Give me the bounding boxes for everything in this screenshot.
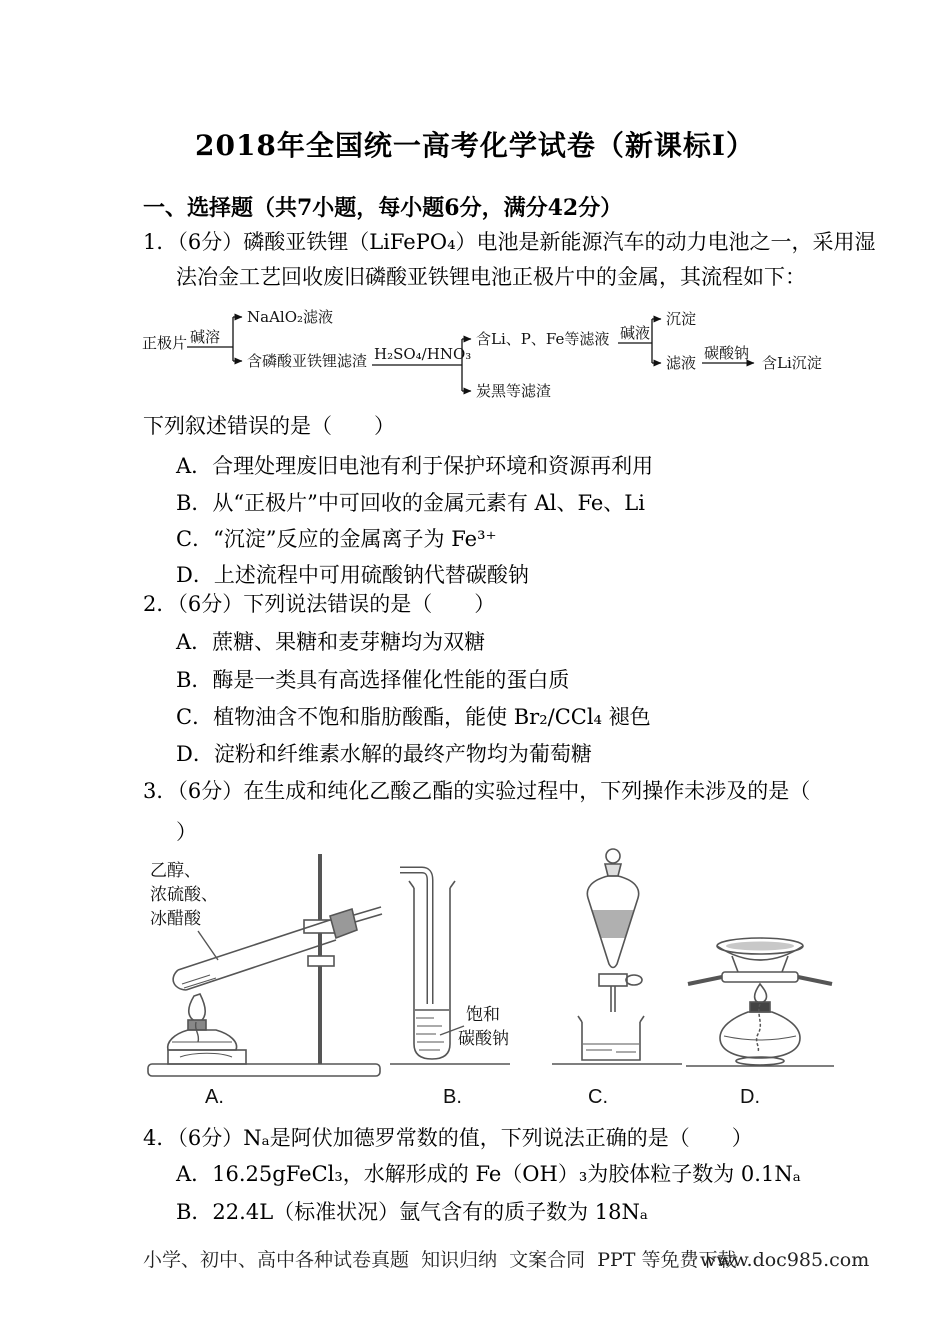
flame	[189, 994, 205, 1021]
clamp-lower	[308, 956, 334, 966]
apparatus-label-b: B.	[443, 1086, 462, 1108]
dish-liquid	[726, 942, 794, 951]
beaker	[582, 1022, 640, 1060]
stopcock	[599, 974, 627, 986]
apparatus-c-separating-funnel	[552, 844, 682, 1084]
flow-out1-bottom: 含磷酸亚铁锂滤渣	[247, 352, 368, 370]
liquid-layer	[592, 910, 634, 938]
section-heading: 一、选择题（共7小题，每小题6分，满分42分）	[143, 195, 623, 221]
q1-option-b: B．从“正极片”中可回收的金属元素有 Al、Fe、Li	[176, 491, 645, 515]
stopper	[330, 909, 357, 938]
q2-option-d: D．淀粉和纤维素水解的最终产物均为葡萄糖	[176, 742, 592, 766]
flow-out1-top: NaAlO₂滤液	[247, 308, 334, 326]
test-tube-closed-end	[173, 970, 186, 990]
wood-block	[168, 1050, 246, 1064]
q3-line1: 3．（6分）在生成和纯化乙酸乙酯的实验过程中，下列操作未涉及的是（	[143, 779, 811, 803]
reagent-label-2: 浓硫酸、	[150, 885, 218, 905]
q1-line2: 法冶金工艺回收废旧磷酸亚铁锂电池正极片中的金属，其流程如下：	[176, 265, 806, 289]
apparatus-label-a: A.	[205, 1086, 224, 1108]
saturated-label-1: 饱和	[466, 1005, 500, 1025]
support-clamp	[722, 972, 798, 982]
process-flowchart	[140, 297, 850, 403]
flow-out2-bottom: 炭黑等滤渣	[476, 382, 552, 400]
flow-out2-top: 含Li、P、Fe等滤液	[476, 330, 610, 348]
q2-option-c: C．植物油含不饱和脂肪酸酯，能使 Br₂/CCl₄ 褪色	[176, 705, 651, 729]
q1-line1: 1．（6分）磷酸亚铁锂（LiFePO₄）电池是新能源汽车的动力电池之一，采用湿	[143, 230, 876, 254]
q4-line1: 4．（6分）Nₐ是阿伏加德罗常数的值，下列说法正确的是（ ）	[143, 1126, 753, 1150]
apparatus-b-collection-tube	[390, 854, 530, 1076]
flow-reagent2: H₂SO₄/HNO₃	[374, 345, 472, 363]
apparatus-a-heating-setup	[138, 846, 396, 1084]
reagent-label-1: 乙醇、	[150, 861, 201, 881]
flow-reagent1: 碱溶	[190, 328, 221, 346]
label-pointer	[198, 931, 218, 960]
apparatus-d-evaporation	[680, 930, 840, 1072]
flow-reagent3: 碱液	[620, 324, 651, 342]
stopcock-knob	[626, 975, 642, 985]
stopper-ring	[606, 849, 620, 863]
saturated-label-2: 碳酸钠	[458, 1029, 509, 1049]
q1-option-a: A．合理处理废旧电池有利于保护环境和资源再利用	[176, 454, 654, 478]
q2-option-b: B．酶是一类具有高选择催化性能的蛋白质	[176, 668, 570, 692]
q2-line1: 2．（6分）下列说法错误的是（ ）	[143, 592, 496, 616]
footer-url: www.doc985.com	[700, 1249, 870, 1271]
stopper	[605, 864, 621, 876]
alcohol-lamp-body	[168, 1030, 237, 1050]
page-title: 2018年全国统一高考化学试卷（新课标Ⅰ）	[194, 129, 756, 162]
reagent-label-3: 冰醋酸	[150, 909, 201, 929]
q1-stem: 下列叙述错误的是（ ）	[143, 414, 395, 438]
q4-option-a: A．16.25gFeCl₃，水解形成的 Fe（OH）₃为胶体粒子数为 0.1Nₐ	[176, 1162, 801, 1186]
lamp-cap	[188, 1020, 206, 1030]
q1-option-c: C．“沉淀”反应的金属离子为 Fe³⁺	[176, 527, 497, 551]
flow-out3-top: 沉淀	[666, 310, 697, 328]
flame	[755, 984, 767, 1003]
delivery-tube	[400, 870, 430, 1004]
flow-out3-bottom: 滤液	[666, 354, 697, 372]
flow-final: 含Li沉淀	[762, 354, 822, 372]
flow-reagent4: 碳酸钠	[704, 344, 750, 362]
q2-option-a: A．蔗糖、果糖和麦芽糖均为双糖	[176, 630, 486, 654]
q1-option-d: D．上述流程中可用硫酸钠代替碳酸钠	[176, 563, 529, 587]
lamp-cap	[750, 1002, 770, 1012]
q4-option-b: B．22.4L（标准状况）氩气含有的质子数为 18Nₐ	[176, 1200, 649, 1224]
flow-start: 正极片	[142, 334, 188, 352]
apparatus-label-c: C.	[588, 1086, 608, 1108]
apparatus-label-d: D.	[740, 1086, 760, 1108]
stand-base	[148, 1064, 380, 1076]
footer-slogan: 小学、初中、高中各种试卷真题 知识归纳 文案合同 PPT 等免费下载	[143, 1249, 737, 1271]
q3-line2: ）	[176, 820, 197, 844]
